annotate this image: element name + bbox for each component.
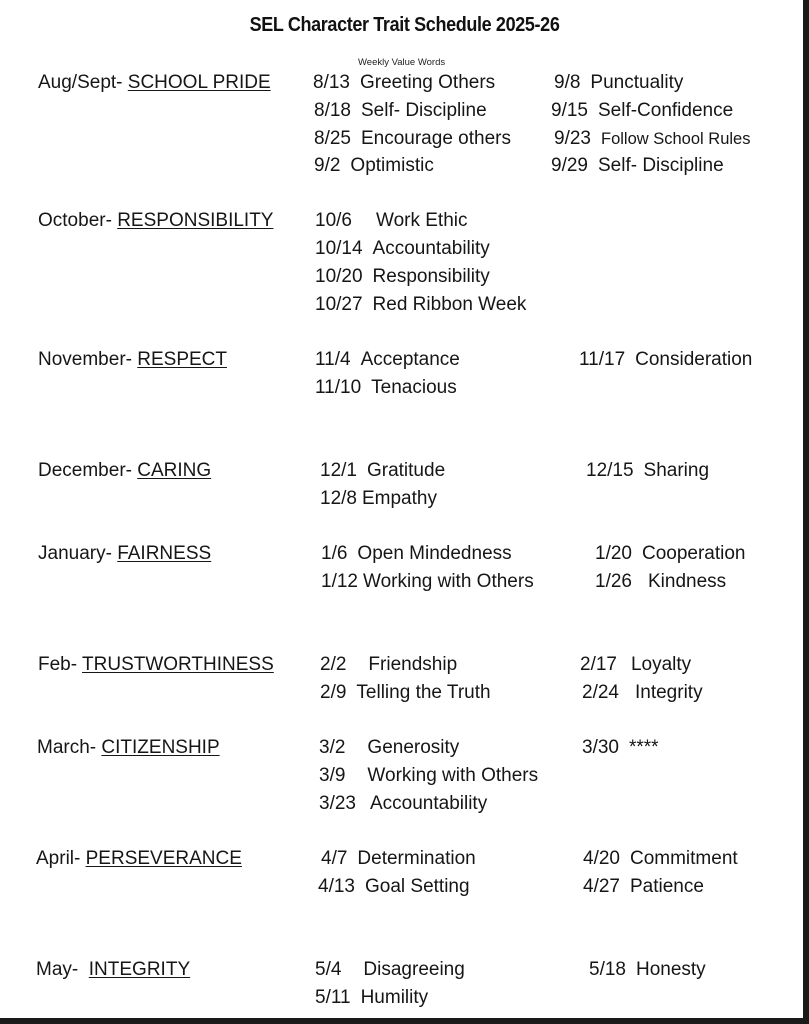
value-word-entry xyxy=(595,571,726,593)
month-prefix: April- xyxy=(36,848,86,869)
value-word-entry xyxy=(551,155,724,177)
entry-date: 3/9 xyxy=(319,765,346,786)
entry-date: 11/17 xyxy=(579,349,626,370)
entry-word: Self- Discipline xyxy=(597,155,724,176)
entry-word: Cooperation xyxy=(641,543,746,564)
month-prefix: March- xyxy=(37,737,102,758)
entry-date: 11/10 xyxy=(315,377,362,398)
value-word-entry xyxy=(320,682,491,704)
entry-date: 12/15 xyxy=(586,460,634,481)
entry-word: Self-Confidence xyxy=(597,100,734,121)
value-word-entry xyxy=(314,128,511,150)
month-label xyxy=(36,848,242,870)
entry-word: Determination xyxy=(357,848,476,869)
value-word-entry xyxy=(320,488,437,510)
entry-word: Goal Setting xyxy=(364,876,470,897)
entry-word: Generosity xyxy=(367,737,460,758)
page-subtitle: Weekly Value Words xyxy=(358,57,446,68)
value-word-entry xyxy=(589,959,706,981)
entry-word: Work Ethic xyxy=(375,210,468,231)
value-word-entry xyxy=(582,682,703,704)
value-word-entry xyxy=(315,959,465,981)
entry-date: 3/23 xyxy=(319,793,356,814)
entry-word: Open Mindedness xyxy=(357,543,512,564)
entry-date: 10/20 xyxy=(315,266,363,287)
month-prefix: October- xyxy=(38,210,118,231)
entry-word: Patience xyxy=(629,876,704,897)
month-label xyxy=(36,959,190,981)
month-label xyxy=(38,654,274,676)
entry-word: Consideration xyxy=(635,349,753,370)
entry-word: Disagreeing xyxy=(363,959,465,980)
entry-word: Accountability xyxy=(372,238,490,259)
value-word-entry xyxy=(313,72,495,94)
value-word-entry xyxy=(315,987,428,1009)
value-word-entry xyxy=(320,460,445,482)
value-word-entry xyxy=(595,543,746,565)
entry-date: 4/7 xyxy=(321,848,348,869)
value-word-entry xyxy=(321,543,512,565)
entry-word: Empathy xyxy=(361,488,437,509)
entry-date: 10/27 xyxy=(315,294,363,315)
value-word-entry xyxy=(314,155,434,177)
page-title: SEL Character Trait Schedule 2025-26 xyxy=(249,14,560,36)
month-prefix: Feb- xyxy=(38,654,83,675)
value-word-entry xyxy=(580,654,691,676)
value-word-entry xyxy=(554,128,750,150)
entry-date: 2/2 xyxy=(320,654,347,675)
value-word-entry xyxy=(318,876,470,898)
entry-date: 10/6 xyxy=(315,210,352,231)
month-label xyxy=(37,737,220,759)
entry-date: 8/25 xyxy=(314,128,351,149)
entry-word: Punctuality xyxy=(590,72,684,93)
value-word-entry xyxy=(321,571,534,593)
month-trait: PERSEVERANCE xyxy=(85,848,242,869)
month-trait: RESPONSIBILITY xyxy=(117,210,274,231)
month-trait: CITIZENSHIP xyxy=(101,737,220,758)
value-word-entry xyxy=(321,848,476,870)
entry-date: 5/18 xyxy=(589,959,626,980)
month-label xyxy=(38,460,211,482)
month-label xyxy=(38,210,273,232)
value-word-entry xyxy=(583,848,738,870)
entry-word: Optimistic xyxy=(350,155,434,176)
entry-word: Responsibility xyxy=(372,266,490,287)
value-word-entry xyxy=(315,238,490,260)
value-word-entry xyxy=(579,349,752,371)
value-word-entry xyxy=(554,72,683,94)
entry-word: Red Ribbon Week xyxy=(372,294,527,315)
entry-word: Working with Others xyxy=(367,765,539,786)
entry-date: 4/20 xyxy=(583,848,620,869)
entry-date: 9/23 xyxy=(554,128,591,149)
page-border-right xyxy=(803,0,809,1024)
month-trait: RESPECT xyxy=(137,349,227,370)
entry-date: 2/9 xyxy=(320,682,347,703)
entry-word: Acceptance xyxy=(360,349,460,370)
month-trait: TRUSTWORTHINESS xyxy=(82,654,274,675)
month-prefix: November- xyxy=(38,349,138,370)
entry-word: Humility xyxy=(360,987,429,1008)
entry-date: 9/2 xyxy=(314,155,341,176)
value-word-entry xyxy=(582,737,659,759)
entry-date: 9/8 xyxy=(554,72,581,93)
entry-word: Encourage others xyxy=(360,128,511,149)
value-word-entry xyxy=(320,654,457,676)
entry-date: 10/14 xyxy=(315,238,363,259)
entry-word: Working with Others xyxy=(362,571,534,592)
month-trait: CARING xyxy=(137,460,212,481)
value-word-entry xyxy=(315,294,526,316)
entry-date: 11/4 xyxy=(315,349,351,370)
month-prefix: May- xyxy=(36,959,89,980)
month-prefix: January- xyxy=(38,543,118,564)
value-word-entry xyxy=(551,100,733,122)
entry-date: 4/13 xyxy=(318,876,355,897)
month-prefix: Aug/Sept- xyxy=(38,72,128,93)
entry-word: Gratitude xyxy=(366,460,446,481)
month-trait: FAIRNESS xyxy=(117,543,212,564)
entry-date: 5/11 xyxy=(315,987,351,1008)
value-word-entry xyxy=(586,460,709,482)
month-label xyxy=(38,543,211,565)
entry-word: Greeting Others xyxy=(359,72,496,93)
entry-date: 1/20 xyxy=(595,543,632,564)
entry-date: 1/12 xyxy=(321,571,358,592)
entry-date: 2/17 xyxy=(580,654,617,675)
entry-date: 12/1 xyxy=(320,460,357,481)
entry-word: Kindness xyxy=(647,571,727,592)
page-border-bottom xyxy=(0,1018,809,1024)
entry-word: Integrity xyxy=(634,682,703,703)
entry-date: 12/8 xyxy=(320,488,357,509)
entry-word: **** xyxy=(628,737,659,758)
value-word-entry xyxy=(583,876,704,898)
entry-word: Follow School Rules xyxy=(600,130,751,148)
month-trait: SCHOOL PRIDE xyxy=(127,72,271,93)
entry-word: Accountability xyxy=(369,793,488,814)
value-word-entry xyxy=(315,266,490,288)
month-trait: INTEGRITY xyxy=(88,959,191,980)
entry-word: Loyalty xyxy=(630,654,692,675)
entry-word: Honesty xyxy=(635,959,706,980)
value-word-entry xyxy=(315,349,460,371)
entry-date: 9/15 xyxy=(551,100,588,121)
entry-word: Tenacious xyxy=(371,377,457,398)
value-word-entry xyxy=(314,100,487,122)
entry-date: 2/24 xyxy=(582,682,619,703)
entry-word: Commitment xyxy=(629,848,738,869)
entry-word: Telling the Truth xyxy=(356,682,491,703)
entry-date: 1/26 xyxy=(595,571,632,592)
entry-word: Sharing xyxy=(643,460,710,481)
entry-date: 5/4 xyxy=(315,959,342,980)
entry-date: 8/13 xyxy=(313,72,350,93)
entry-date: 3/30 xyxy=(582,737,619,758)
value-word-entry xyxy=(315,377,457,399)
month-label xyxy=(38,349,227,371)
entry-date: 3/2 xyxy=(319,737,346,758)
month-prefix: December- xyxy=(38,460,138,481)
entry-date: 4/27 xyxy=(583,876,620,897)
month-label xyxy=(38,72,271,94)
entry-date: 8/18 xyxy=(314,100,351,121)
value-word-entry xyxy=(319,737,459,759)
entry-word: Self- Discipline xyxy=(360,100,487,121)
entry-date: 1/6 xyxy=(321,543,348,564)
entry-word: Friendship xyxy=(368,654,458,675)
value-word-entry xyxy=(319,765,538,787)
value-word-entry xyxy=(315,210,468,232)
value-word-entry xyxy=(319,793,487,815)
entry-date: 9/29 xyxy=(551,155,588,176)
